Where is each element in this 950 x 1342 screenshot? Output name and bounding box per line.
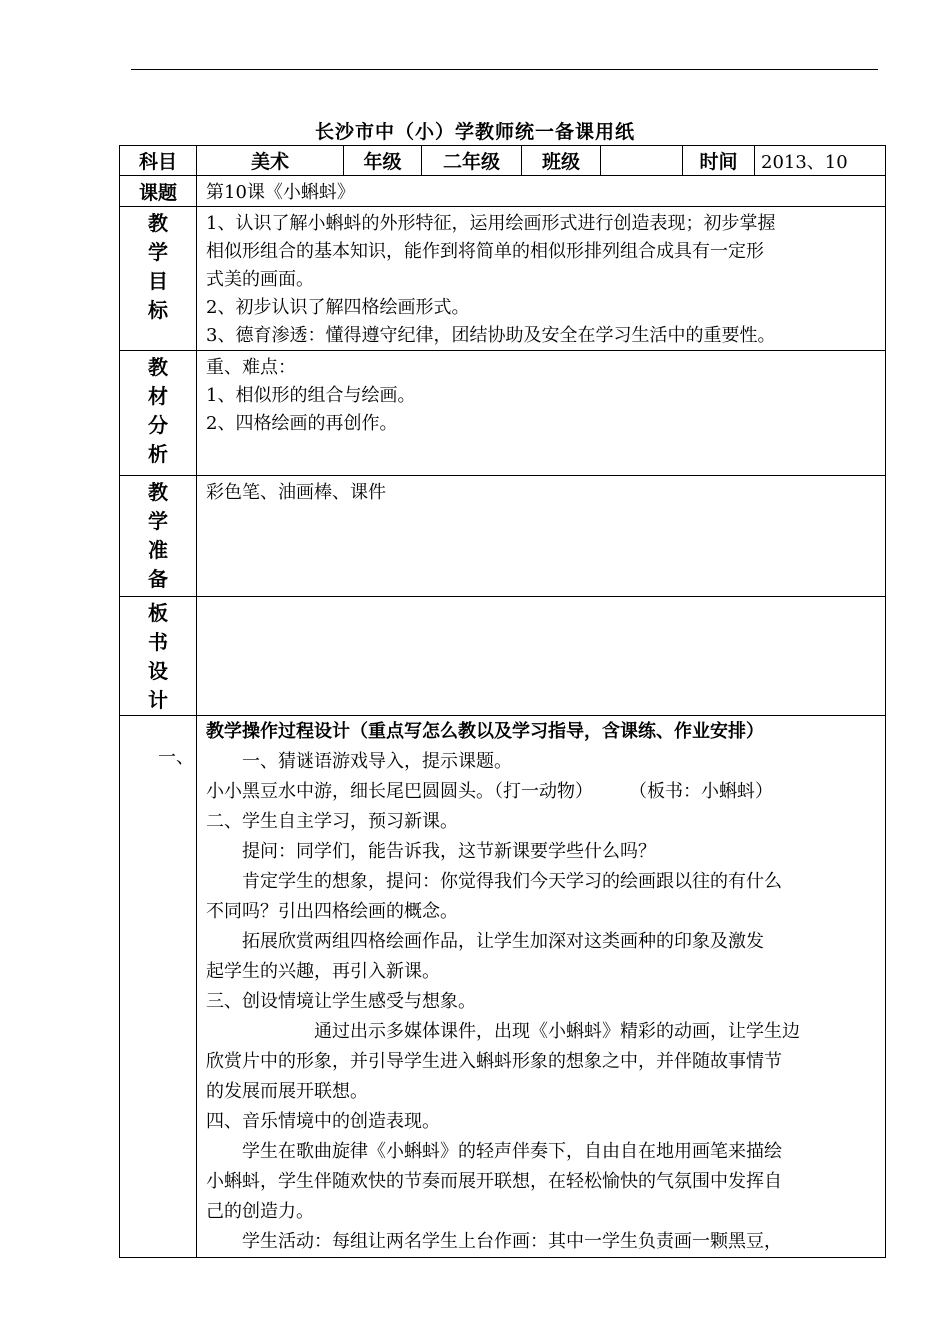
header-row: [120, 146, 886, 176]
lesson-plan-table: [119, 145, 886, 1258]
objective-line: 1、认识了解小蝌蚪的外形特征，运用绘画形式进行创造表现；初步掌握: [206, 213, 776, 234]
grade-value: 二年级: [422, 146, 522, 176]
time-value: 2013、10: [755, 146, 886, 176]
objectives-label-char: 学: [148, 240, 168, 264]
board-row: [120, 597, 886, 716]
process-line: 学生活动：每组让两名学生上台作画：其中一学生负责画一颗黑豆，: [242, 1231, 782, 1252]
preparation-content: [197, 476, 886, 597]
objective-line: 式美的画面。: [206, 269, 314, 290]
grade-label: 年级: [344, 146, 422, 176]
document-title: 长沙市中（小）学教师统一备课用纸: [314, 121, 635, 143]
analysis-label: [120, 351, 197, 476]
process-line: 小小黑豆水中游，细长尾巴圆圆头。（打一动物） （板书：小蝌蚪）: [206, 781, 773, 802]
process-line: 一、猜谜语游戏导入，提示课题。: [242, 751, 512, 772]
process-line: 的发展而展开联想。: [206, 1081, 368, 1102]
process-line: 通过出示多媒体课件，出现《小蝌蚪》精彩的动画，让学生边: [314, 1021, 800, 1042]
topic-value: 第10课《小蝌蚪》: [197, 176, 886, 207]
topic-label: 课题: [120, 176, 197, 207]
process-line: 二、学生自主学习，预习新课。: [206, 811, 458, 832]
objectives-label-char: 教: [148, 211, 168, 235]
analysis-row: [120, 351, 886, 476]
analysis-line: 2、四格绘画的再创作。: [206, 413, 398, 434]
analysis-label-char: 教: [148, 355, 168, 379]
analysis-label-char: 分: [148, 413, 168, 437]
objectives-label-char: 标: [148, 298, 168, 322]
process-line: 拓展欣赏两组四格绘画作品，让学生加深对这类画种的印象及激发: [242, 931, 764, 952]
class-value: [601, 146, 683, 176]
subject-value: 美术: [197, 146, 344, 176]
process-line: 提问：同学们，能告诉我，这节新课要学些什么吗？: [242, 841, 656, 862]
objective-line: 3、德育渗透：懂得遵守纪律，团结协助及安全在学习生活中的重要性。: [206, 325, 776, 346]
process-line: 三、创设情境让学生感受与想象。: [206, 991, 476, 1012]
objective-line: 相似形组合的基本知识，能作到将简单的相似形排列组合成具有一定形: [206, 241, 764, 262]
process-content: [197, 716, 886, 1258]
header-rule: [131, 69, 878, 70]
board-label-char: 书: [148, 630, 168, 654]
process-line: 己的创造力。: [206, 1201, 314, 1222]
analysis-line: 重、难点：: [206, 357, 296, 378]
subject-label: 科目: [120, 146, 197, 176]
process-line: 小蝌蚪，学生伴随欢快的节奏而展开联想，在轻松愉快的气氛围中发挥自: [206, 1171, 782, 1192]
preparation-label-char: 备: [148, 567, 168, 591]
process-line: 起学生的兴趣，再引入新课。: [206, 961, 440, 982]
process-line: 不同吗？引出四格绘画的概念。: [206, 901, 458, 922]
process-line: 欣赏片中的形象，并引导学生进入蝌蚪形象的想象之中，并伴随故事情节: [206, 1051, 782, 1072]
objectives-content: [197, 207, 886, 351]
preparation-label-char: 教: [148, 480, 168, 504]
topic-row: [120, 176, 886, 207]
analysis-line: 1、相似形的组合与绘画。: [206, 385, 416, 406]
board-label: [120, 597, 197, 716]
preparation-row: [120, 476, 886, 597]
process-line: 学生在歌曲旋律《小蝌蚪》的轻声伴奏下，自由自在地用画笔来描绘: [242, 1141, 782, 1162]
analysis-content: [197, 351, 886, 476]
board-label-char: 板: [148, 601, 168, 625]
objectives-row: [120, 207, 886, 351]
preparation-label-char: 学: [148, 509, 168, 533]
class-label: 班级: [522, 146, 601, 176]
preparation-label-char: 准: [148, 538, 168, 562]
preparation-label: [120, 476, 197, 597]
process-line: 四、音乐情境中的创造表现。: [206, 1111, 440, 1132]
board-label-char: 设: [148, 659, 168, 683]
process-row: [120, 716, 886, 1258]
analysis-label-char: 材: [148, 384, 168, 408]
objectives-label: [120, 207, 197, 351]
preparation-line: 彩色笔、油画棒、课件: [206, 482, 386, 503]
analysis-label-char: 析: [148, 442, 168, 466]
process-left-marker: 一、: [120, 716, 197, 1258]
process-line: 肯定学生的想象，提问：你觉得我们今天学习的绘画跟以往的有什么: [242, 871, 782, 892]
time-label: 时间: [683, 146, 755, 176]
board-label-char: 计: [148, 688, 168, 712]
objectives-label-char: 目: [148, 269, 168, 293]
objective-line: 2、初步认识了解四格绘画形式。: [206, 297, 470, 318]
process-heading: 教学操作过程设计（重点写怎么教以及学习指导，含课练、作业安排）: [206, 721, 764, 742]
board-content: [197, 597, 886, 716]
